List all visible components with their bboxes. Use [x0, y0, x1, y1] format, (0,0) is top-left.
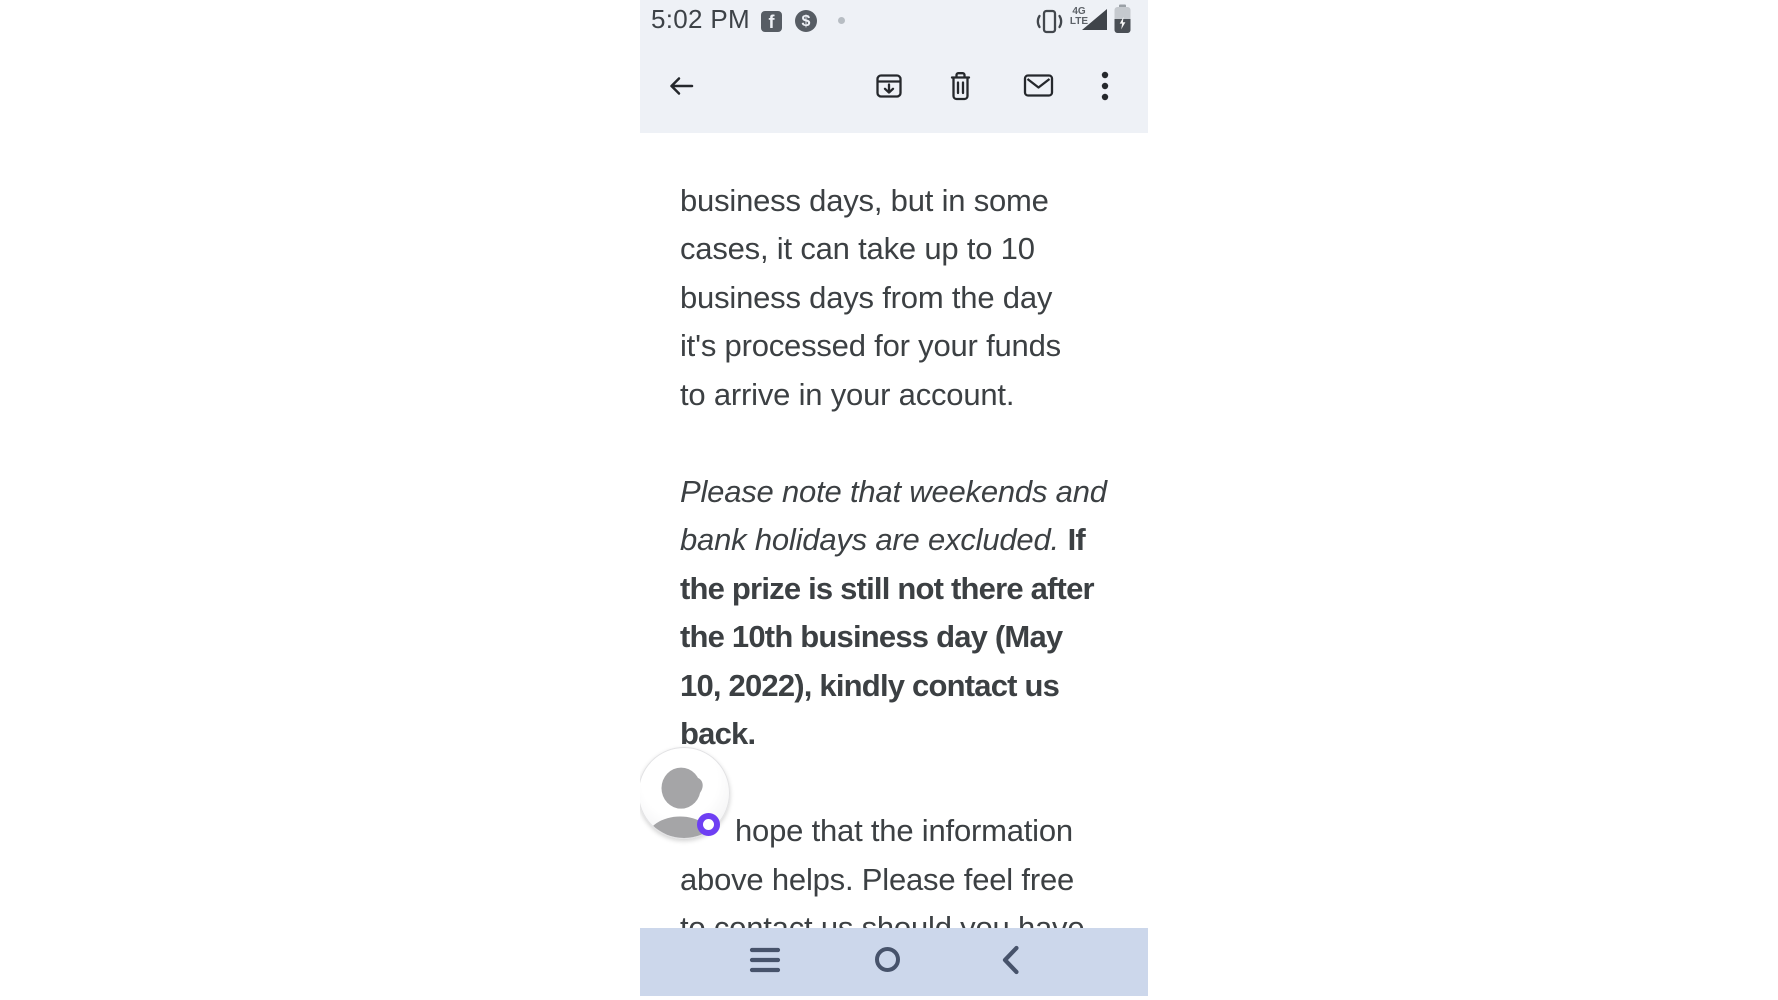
nav-menu-button[interactable] — [733, 928, 797, 996]
email-body-line: 10, 2022), kindly contact us — [680, 667, 1060, 703]
notification-dot-icon — [838, 17, 845, 24]
email-body-line: it's processed for your funds — [680, 328, 1061, 363]
back-arrow-icon — [666, 71, 696, 106]
email-body-line: to arrive in your account. — [680, 376, 1015, 412]
email-body-line: back. — [680, 716, 756, 751]
phone-screen — [640, 0, 1148, 1000]
nav-back-button[interactable] — [978, 928, 1042, 996]
vibrate-icon — [1034, 8, 1065, 40]
signal-strength-icon — [1082, 9, 1107, 30]
email-body-line: hope that the information — [735, 813, 1073, 848]
archive-icon — [874, 71, 904, 106]
battery-icon — [1114, 4, 1131, 39]
envelope-icon — [1023, 73, 1054, 103]
email-body — [680, 128, 1126, 1000]
delete-button[interactable] — [940, 68, 980, 108]
bold-text: If — [1067, 522, 1085, 557]
dollar-notification-icon: $ — [795, 10, 817, 32]
presence-ring-icon — [697, 813, 720, 836]
nav-home-button[interactable] — [855, 928, 919, 996]
more-options-button[interactable] — [1085, 68, 1125, 108]
back-button[interactable] — [661, 68, 701, 108]
email-body-line: the prize is still not there after — [680, 570, 1094, 606]
email-body-line: above helps. Please feel free — [680, 861, 1075, 897]
email-body-line: business days, but in some — [680, 182, 1049, 218]
email-body-line — [680, 516, 1126, 565]
facebook-notification-icon: f — [761, 11, 782, 32]
email-body-line: cases, it can take up to 10 — [680, 231, 1035, 266]
header — [640, 0, 1148, 133]
email-body-line: the 10th business day (May — [680, 619, 1063, 654]
email-body-line: business days from the day — [680, 279, 1053, 315]
chevron-left-icon — [999, 943, 1021, 982]
floating-avatar-bubble[interactable] — [640, 747, 730, 839]
email-body-line: Please note that weekends and — [680, 473, 1107, 509]
mark-unread-button[interactable] — [1018, 68, 1058, 108]
trash-icon — [947, 70, 974, 106]
network-type-4g: 4G — [1072, 6, 1086, 17]
home-circle-icon — [874, 946, 901, 978]
hamburger-menu-icon — [748, 946, 782, 979]
italic-text: bank holidays are excluded. — [680, 522, 1059, 557]
archive-button[interactable] — [869, 68, 909, 108]
bottom-navigation-bar — [640, 928, 1148, 996]
three-dot-menu-icon — [1101, 71, 1109, 106]
network-type-lte: LTE — [1069, 16, 1089, 27]
clock-text: 5:02 PM — [651, 4, 750, 34]
